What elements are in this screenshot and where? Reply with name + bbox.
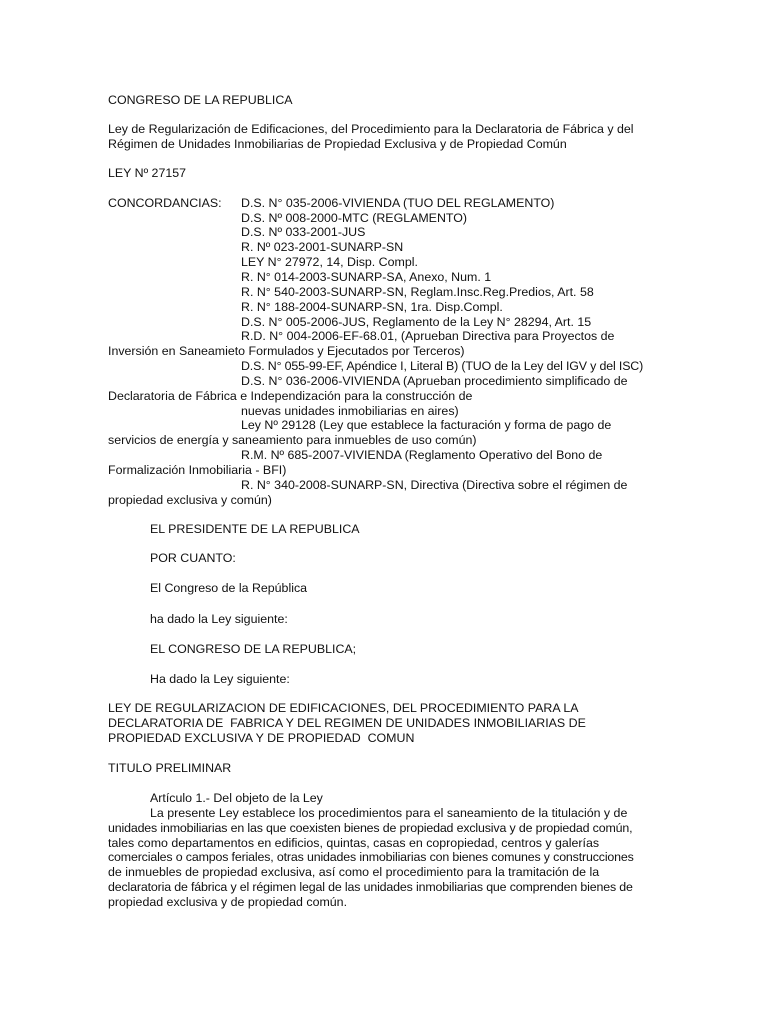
concordancia-line: R.D. N° 004-2006-EF-68.01, (Aprueban Directiva para Proyectos de xyxy=(241,329,615,343)
president-heading: EL PRESIDENTE DE LA REPUBLICA xyxy=(150,522,360,536)
concordancia-line: R. N° 188-2004-SUNARP-SN, 1ra. Disp.Compl. xyxy=(241,300,503,314)
article-heading: Artículo 1.- Del objeto de la Ley xyxy=(150,791,323,805)
article-line: declaratoria de fábrica y el régimen legal de las unidades inmobiliarias que comprenden bienes de xyxy=(108,880,633,894)
dado-line-1: ha dado la Ley siguiente: xyxy=(150,612,288,626)
concordancia-line: LEY N° 27972, 14, Disp. Compl. xyxy=(241,255,418,269)
concordancia-line: servicios de energía y saneamiento para inmuebles de uso común) xyxy=(108,433,477,447)
concordancias-label: CONCORDANCIAS: xyxy=(108,196,222,210)
concordancia-line: Inversión en Saneamieto Formulados y Ejecutados por Terceros) xyxy=(108,344,465,358)
concordancia-line: propiedad exclusiva y común) xyxy=(108,493,272,507)
concordancia-line: D.S. N° 005-2006-JUS, Reglamento de la Ley N° 28294, Art. 15 xyxy=(241,315,592,329)
law-caps-line-1: LEY DE REGULARIZACION DE EDIFICACIONES, DEL PROCEDIMIENTO PARA LA xyxy=(108,701,579,715)
article-line: comerciales o campos feriales, otras unidades inmobiliarias con bienes comunes y construcciones xyxy=(108,850,634,864)
concordancia-line: Formalización Inmobiliaria - BFI) xyxy=(108,463,287,477)
congress-mixed: El Congreso de la República xyxy=(150,581,308,595)
congress-heading: CONGRESO DE LA REPUBLICA xyxy=(108,93,293,107)
concordancia-line: D.S. Nº 008-2000-MTC (REGLAMENTO) xyxy=(241,211,468,225)
concordancia-line: R. N° 014-2003-SUNARP-SA, Anexo, Num. 1 xyxy=(241,270,492,284)
article-line: propiedad exclusiva y de propiedad común. xyxy=(108,895,348,909)
concordancia-line: R. N° 540-2003-SUNARP-SN, Reglam.Insc.Reg.Predios, Art. 58 xyxy=(241,285,594,299)
concordancia-line: D.S. Nº 033-2001-JUS xyxy=(241,225,366,239)
concordancia-line: D.S. N° 035-2006-VIVIENDA (TUO DEL REGLAMENTO) xyxy=(241,196,555,210)
law-caps-line-2: DECLARATORIA DE FABRICA Y DEL REGIMEN DE UNIDADES INMOBILIARIAS DE xyxy=(108,716,586,730)
article-line: unidades inmobiliarias en las que coexisten bienes de propiedad exclusiva y de propiedad común, xyxy=(108,821,633,835)
concordancia-line: D.S. N° 055-99-EF, Apéndice I, Literal B) (TUO de la Ley del IGV y del ISC) xyxy=(241,359,644,373)
dado-line-2: Ha dado la Ley siguiente: xyxy=(150,672,290,686)
article-line: de inmuebles de propiedad exclusiva, así como el procedimiento para la tramitación de la xyxy=(108,865,600,879)
concordancia-line: Ley Nº 29128 (Ley que establece la facturación y forma de pago de xyxy=(241,418,612,432)
concordancia-line: D.S. N° 036-2006-VIVIENDA (Aprueban procedimiento simplificado de xyxy=(241,374,628,388)
concordancia-line: R. Nº 023-2001-SUNARP-SN xyxy=(241,240,404,254)
law-title-line-1: Ley de Regularización de Edificaciones, del Procedimiento para la Declaratoria de Fábrica y del xyxy=(108,122,634,136)
law-caps-line-3: PROPIEDAD EXCLUSIVA Y DE PROPIEDAD COMUN xyxy=(108,731,415,745)
por-cuanto: POR CUANTO: xyxy=(150,551,236,565)
congress-caps: EL CONGRESO DE LA REPUBLICA; xyxy=(150,642,357,656)
law-title-line-2: Régimen de Unidades Inmobiliarias de Propiedad Exclusiva y de Propiedad Común xyxy=(108,137,567,151)
titulo-preliminar: TITULO PRELIMINAR xyxy=(108,761,232,775)
law-number: LEY Nº 27157 xyxy=(108,166,187,180)
concordancia-line: R. N° 340-2008-SUNARP-SN, Directiva (Directiva sobre el régimen de xyxy=(241,478,628,492)
concordancia-line: Declaratoria de Fábrica e Independización para la construcción de xyxy=(108,389,473,403)
concordancia-line: R.M. Nº 685-2007-VIVIENDA (Reglamento Operativo del Bono de xyxy=(241,448,603,462)
article-line: La presente Ley establece los procedimientos para el saneamiento de la titulación y de xyxy=(150,806,628,820)
article-line: tales como departamentos en edificios, quintas, casas en copropiedad, centros y galerías xyxy=(108,836,600,850)
concordancia-line: nuevas unidades inmobiliarias en aires) xyxy=(241,404,459,418)
